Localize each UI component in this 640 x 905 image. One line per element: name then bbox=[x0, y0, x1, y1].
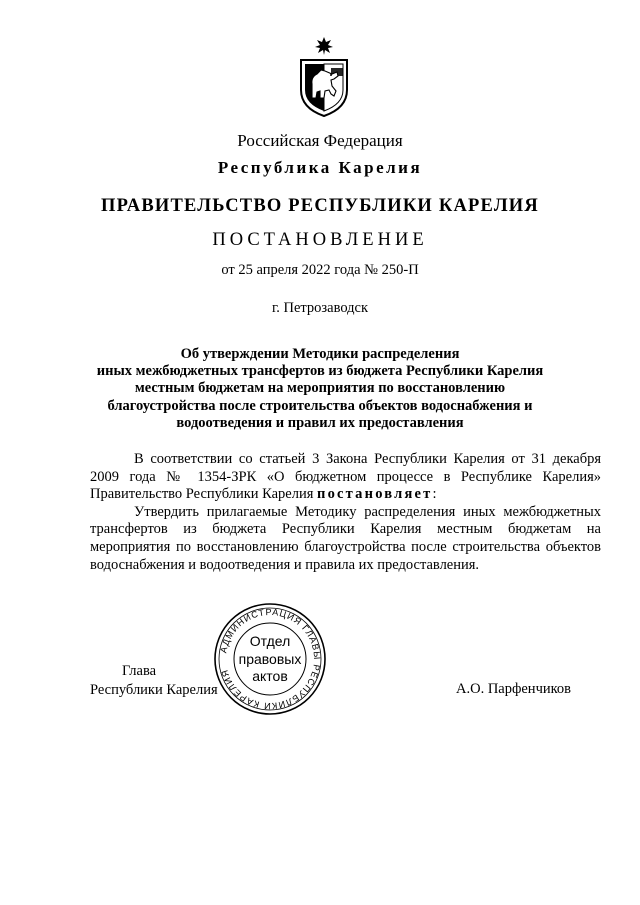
preamble-text: В соответствии со статьей 3 Закона Республики Карелия от 31 декабря 2009 года № 1354-ЗРК «О бюджетном процессе в Республике Карелия» Правительство Республики Карелия bbox=[90, 451, 601, 503]
republic-name: Республика Карелия bbox=[217, 158, 423, 177]
decree-type: ПОСТАНОВЛЕНИЕ bbox=[212, 230, 428, 250]
city-name: г. Петрозаводск bbox=[271, 300, 369, 316]
stamp-line-3: актов bbox=[252, 668, 288, 684]
signer-name: А.О. Парфенчиков bbox=[456, 681, 572, 697]
official-stamp bbox=[212, 601, 328, 717]
title-line: благоустройства после строительства объектов водоснабжения и bbox=[107, 397, 533, 414]
stamp-line-1: Отдел bbox=[249, 633, 291, 649]
signature-position-line1: Глава bbox=[122, 663, 157, 679]
title-line: Об утверждении Методики распределения bbox=[180, 346, 460, 362]
preamble-colon: : bbox=[432, 486, 437, 503]
decree-verb: постановляет bbox=[317, 486, 433, 503]
karelia-coat-of-arms-icon bbox=[298, 36, 350, 118]
document-body bbox=[90, 451, 601, 574]
stamp-line-2: правовых bbox=[238, 651, 302, 667]
preamble-paragraph bbox=[90, 451, 601, 504]
signature-position-line2: Республики Карелия bbox=[90, 682, 218, 698]
title-line: местным бюджетам на мероприятия по восстановлению bbox=[134, 380, 506, 397]
title-line: иных межбюджетных трансфертов из бюджета Республики Карелия bbox=[96, 363, 544, 380]
government-name: ПРАВИТЕЛЬСТВО РЕСПУБЛИКИ КАРЕЛИЯ bbox=[101, 196, 539, 216]
country-name: Российская Федерация bbox=[237, 131, 403, 150]
operative-paragraph: Утвердить прилагаемые Методику распределения иных межбюджетных трансфертов из бюджета Республики Карелия местным бюджетам на мероприятия по восстановлению благоустройства после строительства объектов водоснабжения и водоотведения и правила их предоставления. bbox=[90, 503, 601, 573]
stamp-ring-text: АДМИНИСТРАЦИЯ ГЛАВЫ РЕСПУБЛИКИ КАРЕЛИЯ bbox=[218, 606, 323, 712]
title-line: водоотведения и правил их предоставления bbox=[176, 414, 464, 431]
document-title bbox=[90, 346, 550, 432]
decree-date-number: от 25 апреля 2022 года № 250-П bbox=[221, 262, 419, 278]
signature-position bbox=[90, 662, 218, 700]
